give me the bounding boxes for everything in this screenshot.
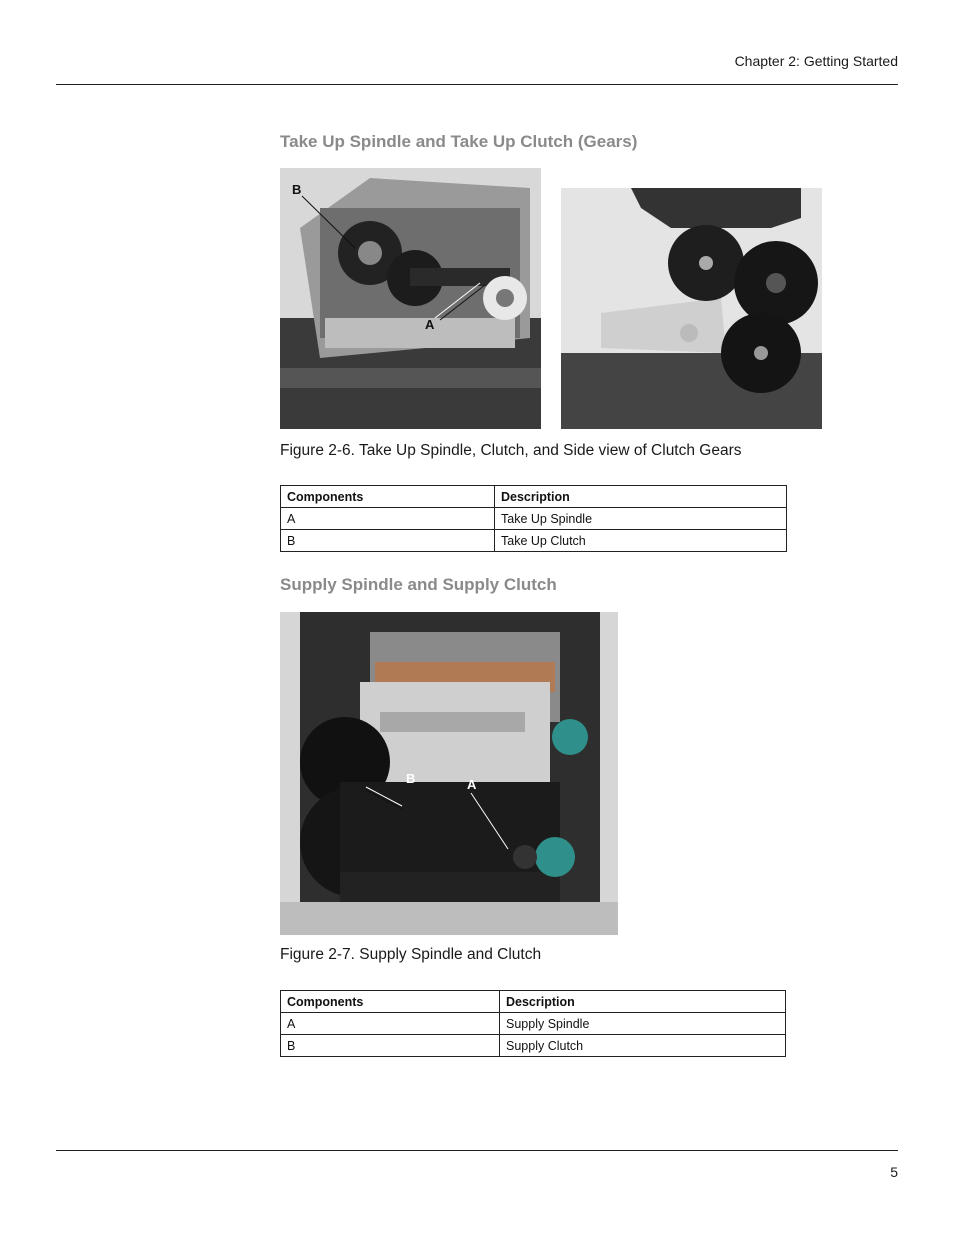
section-heading-supply: Supply Spindle and Supply Clutch xyxy=(280,575,557,594)
table-row xyxy=(281,508,787,530)
table-cell-description: Take Up Clutch xyxy=(495,530,787,552)
clutch-gears-side-photo xyxy=(561,188,822,429)
callout-a: A xyxy=(467,777,477,792)
table-row xyxy=(281,530,787,552)
callout-a: A xyxy=(425,317,435,332)
table-cell-component: A xyxy=(281,508,495,530)
footer-rule xyxy=(56,1150,898,1151)
table-header-description: Description xyxy=(495,486,787,508)
callout-b: B xyxy=(292,182,302,197)
figure-caption-2-7: Figure 2-7. Supply Spindle and Clutch xyxy=(280,946,542,963)
table-cell-description: Supply Spindle xyxy=(500,1013,786,1035)
table-row xyxy=(281,1013,786,1035)
supply-components-table xyxy=(280,990,786,1057)
table-cell-description: Take Up Spindle xyxy=(495,508,787,530)
table-header-row xyxy=(281,991,786,1013)
figure-caption-2-6: Figure 2-6. Take Up Spindle, Clutch, and Side view of Clutch Gears xyxy=(280,442,742,459)
take-up-components-table xyxy=(280,485,787,552)
table-cell-description: Supply Clutch xyxy=(500,1035,786,1057)
supply-spindle-photo xyxy=(280,612,618,935)
chapter-header: Chapter 2: Getting Started xyxy=(734,53,898,69)
callout-b: B xyxy=(406,771,416,786)
table-header-description: Description xyxy=(500,991,786,1013)
table-row xyxy=(281,1035,786,1057)
table-header-components: Components xyxy=(281,991,500,1013)
table-cell-component: B xyxy=(281,1035,500,1057)
section-heading-take-up: Take Up Spindle and Take Up Clutch (Gears) xyxy=(280,132,638,151)
table-header-components: Components xyxy=(281,486,495,508)
page-number: 5 xyxy=(890,1164,898,1180)
table-cell-component: A xyxy=(281,1013,500,1035)
table-cell-component: B xyxy=(281,530,495,552)
table-header-row xyxy=(281,486,787,508)
take-up-spindle-photo xyxy=(280,168,541,429)
header-rule xyxy=(56,84,898,85)
